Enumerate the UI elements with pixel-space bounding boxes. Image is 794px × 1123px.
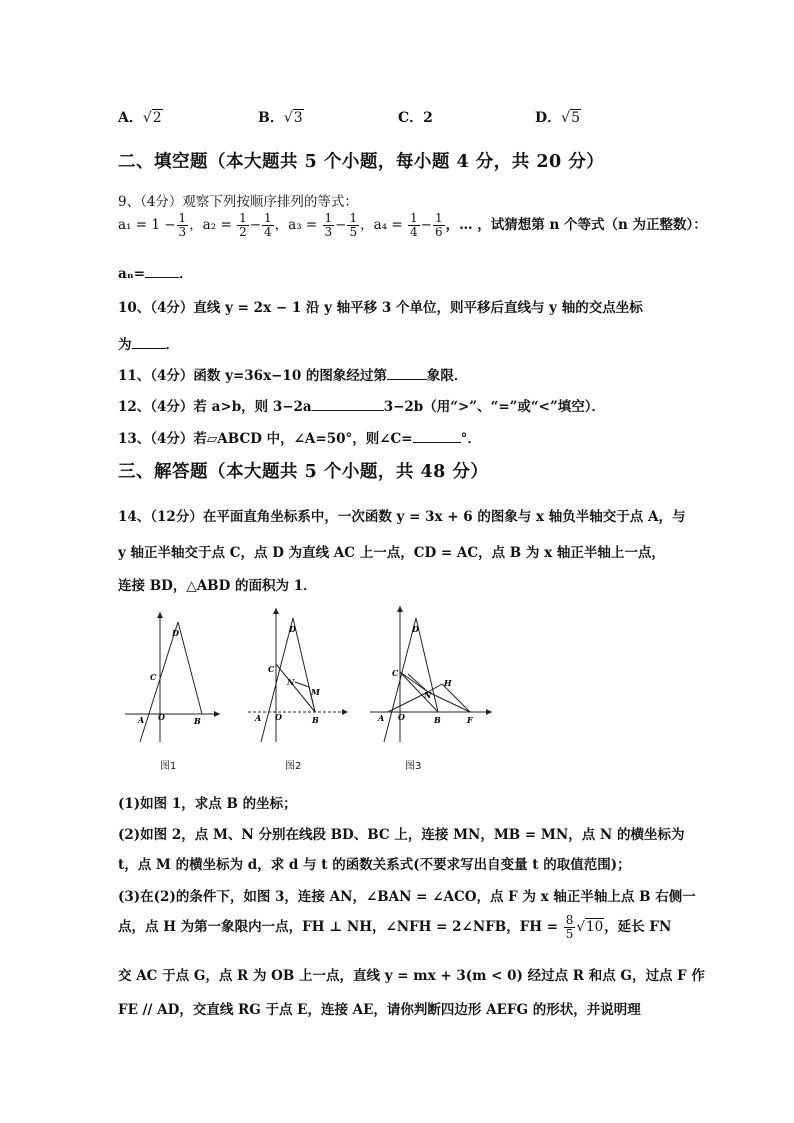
svg-text:N: N [287, 677, 295, 687]
figure-1-caption: 图1 [160, 761, 177, 772]
q9-stem: 9、（4分）观察下列按顺序排列的等式： [118, 194, 358, 210]
svg-text:A: A [138, 715, 145, 725]
svg-text:A: A [378, 713, 385, 723]
svg-text:B: B [194, 716, 201, 726]
q13-text: 13、（4分）若▱ABCD 中，∠A=50°，则∠C= °． [118, 431, 481, 447]
option-a: A．√2 [118, 110, 162, 126]
svg-text:C: C [150, 672, 157, 682]
q14-part-2b: t，点 M 的横坐标为 d，求 d 与 t 的函数关系式(不要求写出自变量 t 的取值范围)； [118, 857, 631, 873]
q14-line-1: 14、（12分）在平面直角坐标系中，一次函数 y = 3x + 6 的图象与 x 轴负半轴交于点 A，与 [118, 509, 686, 525]
q10-text: 10、（4分）直线 y = 2x − 1 沿 y 轴平移 3 个单位，则平移后直线与 y 轴的交点坐标 [118, 300, 643, 316]
q12-text: 12、（4分）若 a>b，则 3−2a 3−2b（用“>”、“=”或“<”填空）． [118, 399, 606, 415]
svg-text:O: O [275, 712, 282, 722]
q14-line-2: y 轴正半轴交于点 C，点 D 为直线 AC 上一点，CD = AC，点 B 为 x 轴正半轴上一点， [118, 545, 665, 561]
q14-line-3: 连接 BD，△ABD 的面积为 1． [118, 578, 317, 594]
q11-text: 11、（4分）函数 y=36x−10 的图象经过第 象限． [118, 368, 468, 384]
figure-2-caption: 图2 [285, 761, 302, 772]
svg-text:M: M [311, 687, 320, 697]
q9-sequence: a₁ = 1 − $\frac{1}{3}$ ，a₂ = $\frac{1}{2}$ − $\frac{1}{4}$ ，a₃ = $\frac{1}{3}$ − $\frac{1}{5}$ ，a₄ = $\frac{1}{4}$ − $\frac{1}{6}$ ，… ，试猜想第 n 个等式（n 为正整数）： [118, 211, 707, 239]
svg-text:O: O [398, 712, 405, 722]
option-c: C．2 [398, 110, 433, 126]
section-3-title: 三、解答题（本大题共 5 个小题，共 48 分） [118, 462, 489, 482]
svg-text:D: D [172, 628, 179, 638]
figure-2 [243, 604, 353, 744]
svg-text:C: C [268, 664, 275, 674]
q14-part-3b: 点，点 H 为第一象限内一点，FH ⊥ NH，∠NFH = 2∠NFB，FH = $\frac{8}{5}$ √10，延长 FN [118, 913, 672, 941]
svg-text:B: B [434, 715, 441, 725]
svg-text:O: O [158, 712, 165, 722]
svg-text:H: H [444, 678, 452, 688]
q14-part-2a: (2)如图 2，点 M、N 分别在线段 BD、BC 上，连接 MN，MB = MN，点 N 的横坐标为 [118, 827, 685, 843]
q14-part-3d: FE // AD，交直线 RG 于点 E，连接 AE，请你判断四边形 AEFG 的形状，并说明理 [118, 1002, 641, 1018]
option-b: B．√3 [258, 110, 303, 126]
svg-text:D: D [289, 624, 296, 634]
figure-3-caption: 图3 [405, 761, 422, 772]
svg-text:F: F [467, 715, 473, 725]
q14-part-1: (1)如图 1，求点 B 的坐标； [118, 796, 297, 812]
figure-1 [120, 604, 220, 744]
q10-answer: 为 ． [118, 337, 179, 353]
svg-text:D: D [412, 624, 419, 634]
svg-text:C: C [392, 668, 399, 678]
svg-text:N: N [424, 690, 432, 700]
figure-3 [366, 604, 496, 744]
q14-part-3a: (3)在(2)的条件下，如图 3，连接 AN，∠BAN = ∠ACO，点 F 为 x 轴正半轴上点 B 右侧一 [118, 889, 696, 905]
q14-part-3c: 交 AC 于点 G，点 R 为 OB 上一点，直线 y = mx + 3(m < 0) 经过点 R 和点 G，过点 F 作 [118, 968, 705, 984]
q9-answer: aₙ= ． [118, 266, 193, 282]
svg-text:A: A [255, 713, 262, 723]
option-d: D．√5 [535, 110, 580, 126]
svg-text:B: B [312, 715, 319, 725]
section-2-title: 二、填空题（本大题共 5 个小题，每小题 4 分，共 20 分） [118, 152, 605, 172]
